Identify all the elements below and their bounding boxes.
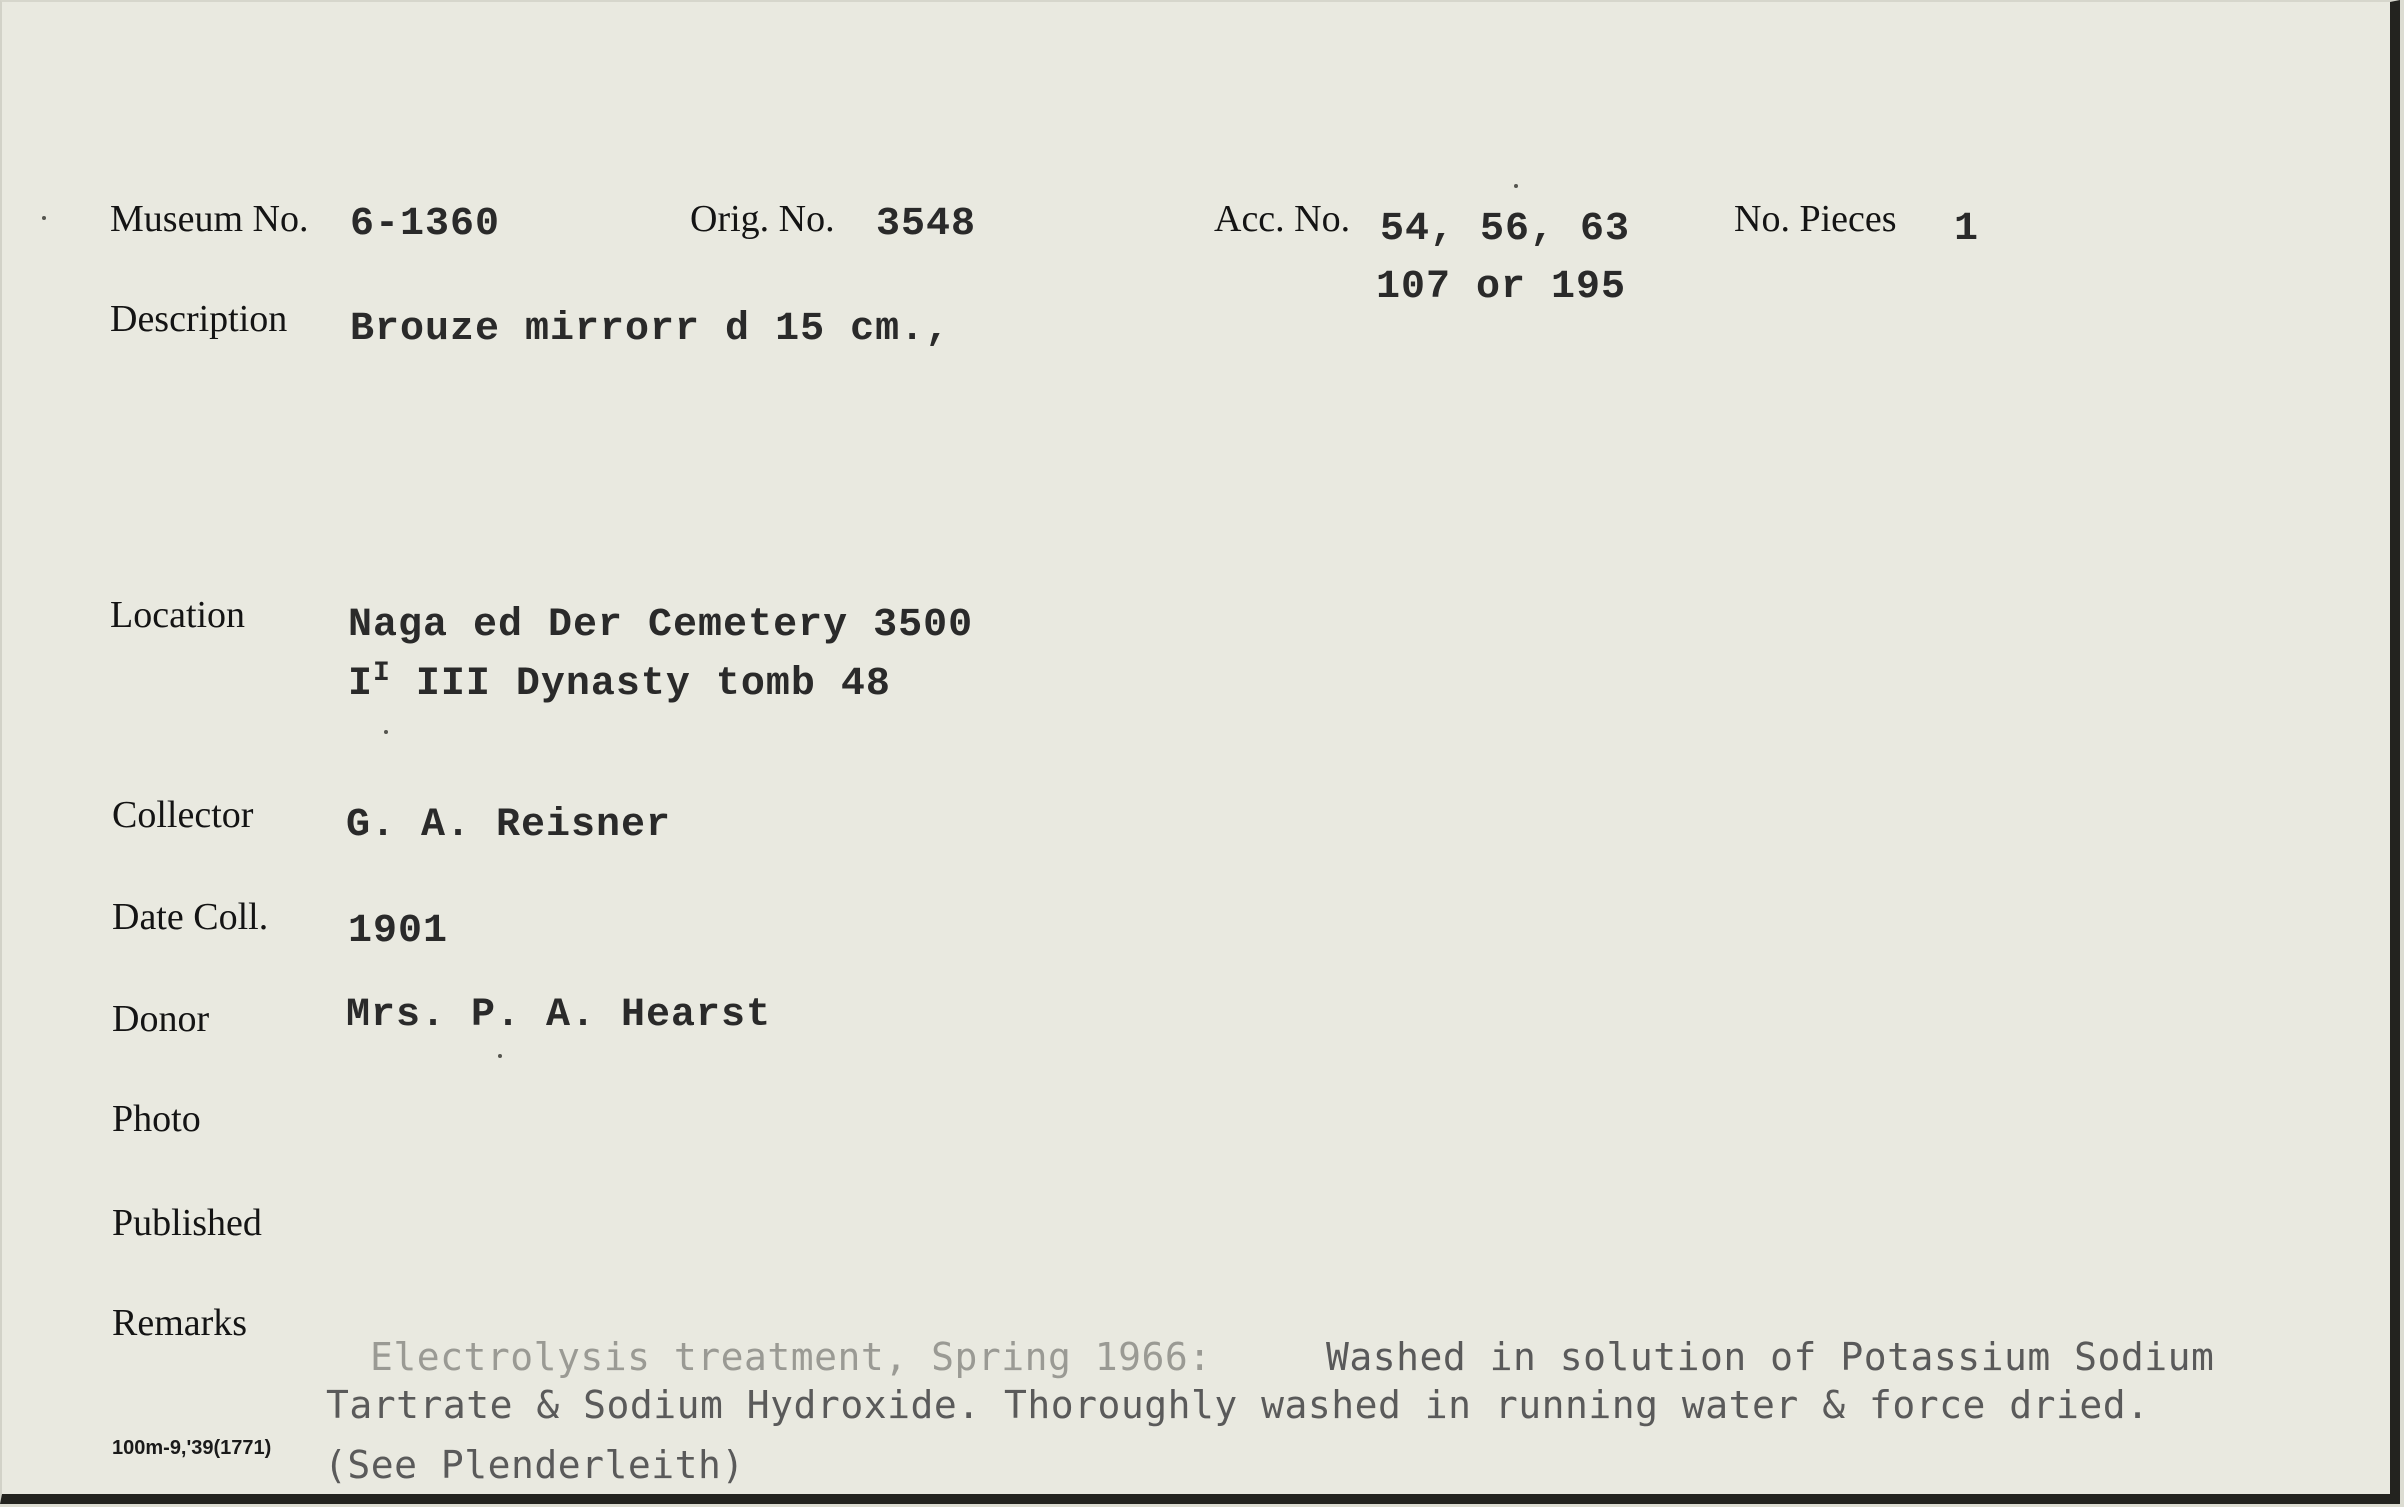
remarks-label: Remarks [112, 1302, 248, 1344]
donor-label: Donor [112, 998, 210, 1040]
collector-label: Collector [112, 794, 254, 836]
published-label: Published [112, 1202, 262, 1244]
collector-value: G. A. Reisner [346, 803, 672, 848]
print-code: 100m-9,'39(1771) [112, 1437, 272, 1459]
date-coll-label: Date Coll. [112, 896, 269, 938]
no-pieces-label: No. Pieces [1734, 198, 1897, 240]
museum-no-value: 6-1360 [350, 202, 501, 247]
description-value: Brouze mirrorr d 15 cm., [350, 307, 951, 352]
description-label: Description [110, 298, 288, 340]
remarks-line1-faint: Electrolysis treatment, Spring 1966: [370, 1335, 1212, 1379]
remarks-line1-rest: Washed in solution of Potassium Sodium [1326, 1335, 2215, 1379]
orig-no-value: 3548 [876, 202, 977, 247]
remarks-line2: Tartrate & Sodium Hydroxide. Thoroughly washed in running water & force dried. [326, 1383, 2150, 1427]
museum-no-label: Museum No. [110, 198, 309, 240]
paper-speck [498, 1054, 502, 1058]
no-pieces-value: 1 [1954, 207, 1980, 252]
location-value-line2: $I^I$ III Dynasty tomb 48 [348, 658, 891, 707]
location-value-line1: Naga ed Der Cemetery 3500 [348, 603, 974, 648]
paper-speck [42, 216, 46, 220]
acc-no-value-line2: 107 or 195 [1376, 265, 1627, 310]
acc-no-label: Acc. No. [1214, 198, 1351, 240]
location-label: Location [110, 594, 246, 636]
acc-no-value-line1: 54, 56, 63 [1380, 207, 1631, 252]
orig-no-label: Orig. No. [690, 198, 835, 240]
photo-label: Photo [112, 1098, 201, 1140]
remarks-line3: (See Plenderleith) [324, 1443, 745, 1487]
date-coll-value: 1901 [348, 909, 449, 954]
donor-value: Mrs. P. A. Hearst [346, 993, 772, 1038]
paper-speck [1514, 184, 1518, 188]
paper-speck [384, 730, 388, 734]
